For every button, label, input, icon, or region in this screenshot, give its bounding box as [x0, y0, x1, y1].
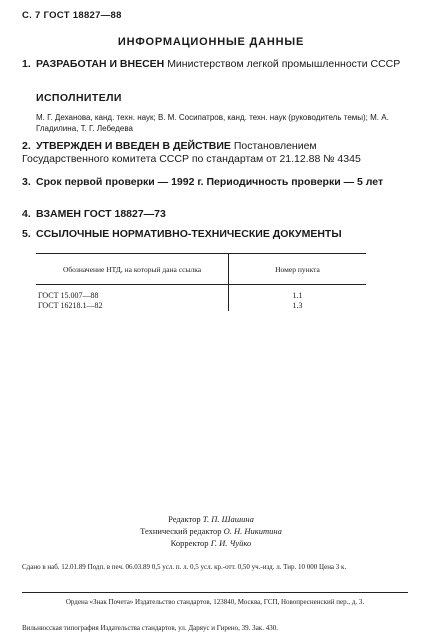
reference-clause-cell: 1.1 [292, 291, 303, 300]
item-4-text: ВЗАМЕН ГОСТ 18827—73 [36, 208, 166, 220]
item-3-number: 3. [22, 176, 31, 188]
publisher-line: Ордена «Знак Почета» Издательство стандартов, 123840, Москва, ГСП, Новопресненский пер., д. 3. [65, 598, 365, 606]
item-5 [22, 228, 406, 241]
editor-line [0, 513, 422, 525]
corrector-line [0, 537, 422, 549]
performers-text: М. Г. Деханова, канд. техн. наук; В. М. Сосипатров, канд. техн. наук (руководитель темы); М. А. Гладилина, Т. Г. Лебедева [36, 113, 389, 133]
table-row [36, 301, 366, 311]
corrector-name: Г. И. Чуйко [210, 538, 252, 548]
reference-document-cell: ГОСТ 16218.1—82 [36, 301, 229, 311]
editor-name: Т. П. Шашина [202, 514, 254, 524]
corrector-label: Корректор [170, 538, 209, 548]
divider [22, 592, 408, 593]
item-2-number: 2. [22, 140, 31, 152]
tech-editor-name: О. Н. Никитина [223, 526, 282, 536]
item-4-number: 4. [22, 208, 31, 220]
reference-table [36, 253, 366, 311]
item-2-bold: УТВЕРЖДЕН И ВВЕДЕН В ДЕЙСТВИЕ [36, 140, 231, 152]
performers-heading: ИСПОЛНИТЕЛИ [36, 92, 122, 104]
imprint-line: Сдано в наб. 12.01.89 Подп. в печ. 06.03.89 0,5 усл. п. л. 0,5 усл. кр.-отт. 0,50 уч.-изд. л. Тир. 10 000 Цена 3 к. [22, 563, 347, 571]
page-title: ИНФОРМАЦИОННЫЕ ДАННЫЕ [117, 36, 305, 48]
editors-block [0, 513, 422, 549]
tech-editor-line [0, 525, 422, 537]
item-4 [22, 208, 406, 221]
item-1 [22, 58, 406, 71]
item-1-text: Министерством легкой промышленности СССР [167, 58, 401, 70]
item-5-text: ССЫЛОЧНЫЕ НОРМАТИВНО-ТЕХНИЧЕСКИЕ ДОКУМЕНТЫ [36, 228, 342, 240]
item-1-number: 1. [22, 58, 31, 70]
tech-editor-label: Технический редактор [140, 526, 222, 536]
item-5-number: 5. [22, 228, 31, 240]
editor-label: Редактор [168, 514, 201, 524]
reference-document-cell: ГОСТ 15.007—88 [36, 291, 229, 301]
item-3 [22, 176, 406, 189]
reference-table-header-document: Обозначение НТД, на который дана ссылка [36, 254, 229, 285]
item-1-bold: РАЗРАБОТАН И ВНЕСЕН [36, 58, 165, 70]
printing-house-line: Вильнюсская типография Издательства стандартов, ул. Даряус и Гирено, 39. Зак. 430. [22, 624, 278, 632]
table-row [36, 291, 366, 301]
item-2 [22, 140, 406, 166]
item-3-text: Срок первой проверки — 1992 г. Периодичность проверки — 5 лет [36, 176, 384, 188]
page-header: С. 7 ГОСТ 18827—88 [22, 10, 122, 21]
reference-table-header-row [36, 254, 366, 285]
item-2-text: Постановлением Государственного комитета СССР по стандартам от 21.12.88 № 4345 [22, 140, 361, 165]
reference-table-header-clause: Номер пункта [229, 254, 367, 285]
reference-clause-cell: 1.3 [292, 301, 303, 310]
